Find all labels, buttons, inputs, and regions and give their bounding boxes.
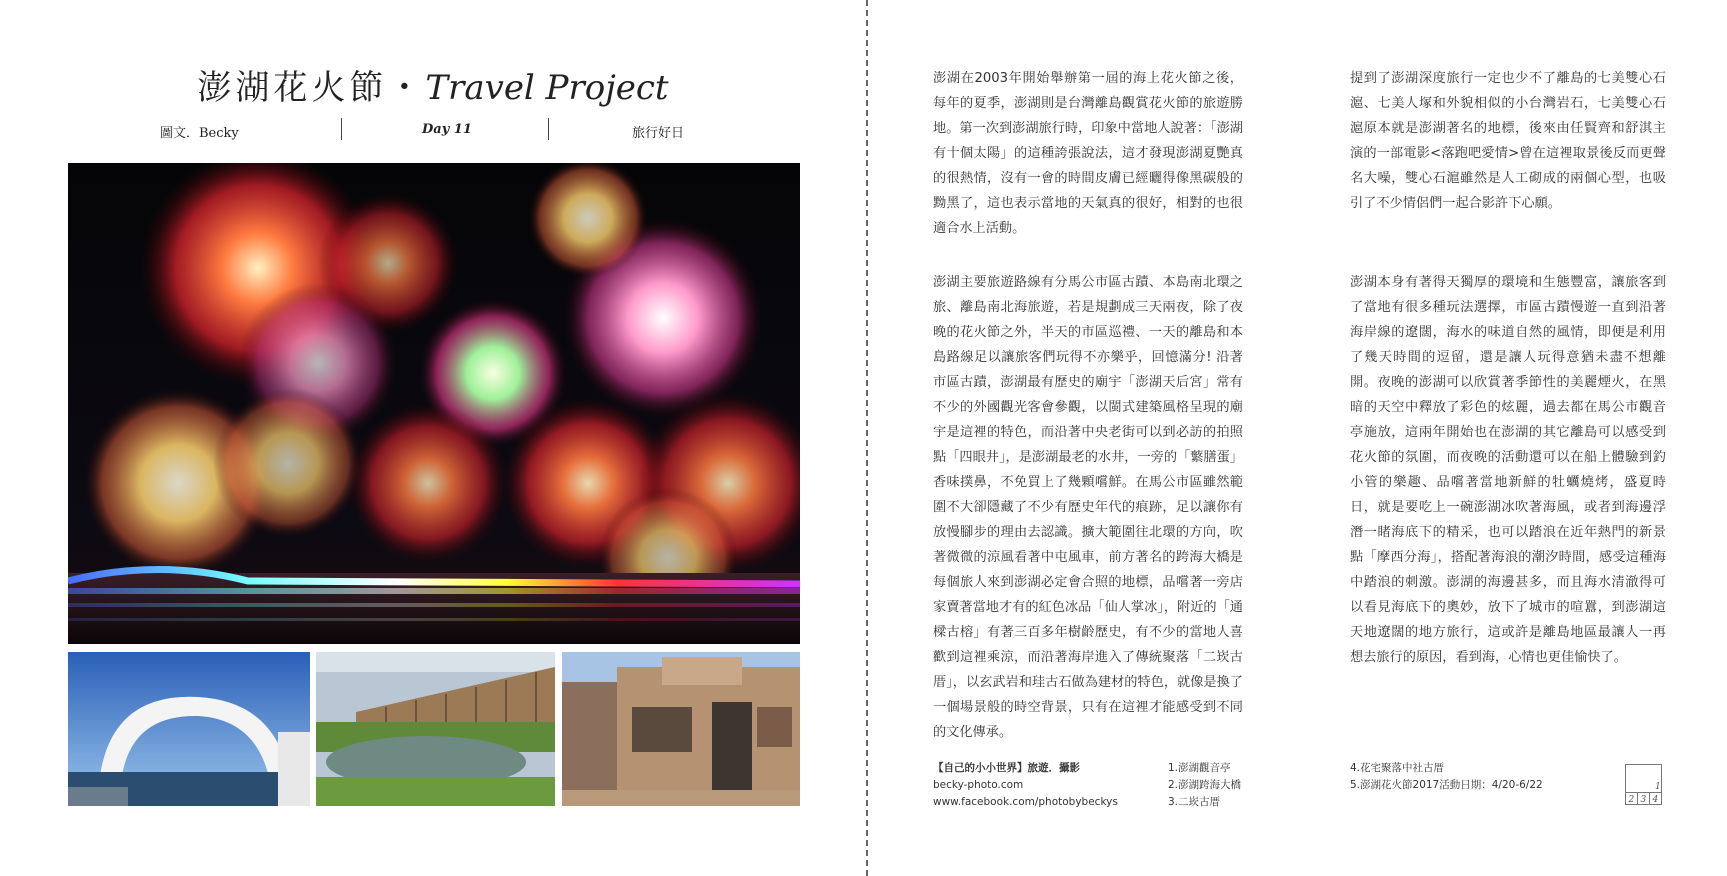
photo-captions-col-1 [1168, 760, 1318, 811]
photo-captions-col-2 [1350, 760, 1590, 794]
facebook-url: www.facebook.com/photobybeckys [933, 796, 1118, 808]
hero-fireworks-photo [68, 163, 800, 644]
thumb-bridge-arch-photo [68, 652, 310, 806]
byline-bar [105, 118, 765, 142]
caption: 4.花宅聚落中社古厝 [1350, 762, 1445, 774]
day-label: Day 11 [422, 122, 472, 137]
page-title [0, 60, 866, 109]
index-cell: 2 [1628, 795, 1635, 805]
thumb-basalt-cliff-photo [316, 652, 555, 806]
caption: 1.澎湖觀音亭 [1168, 762, 1231, 774]
title-english: Travel Project [425, 68, 669, 108]
article-paragraph-2: 澎湖主要旅遊路線有分馬公市區古蹟、本島南北環之旅、離島南北海旅遊，若是規劃成三天兩夜，除了夜晚的花火節之外，半天的市區巡禮、一天的離島和本島路線足以讓旅客們玩得不亦樂乎，回憶滿分! 沿著市區古蹟，澎湖最有歷史的廟宇「澎湖天后宮」常有不少的外國觀光客會參觀，以閩式建築風格呈現的廟宇是這裡的特色，而沿著中央老街可以到必訪的拍照點「四眼井」，是澎湖最老的水井，一旁的「蘩膳蛋」香味撲鼻，不免買上了幾顆嚐鮮。在馬公市區雖然範圍不大卻隱藏了不少有歷史年代的痕跡，足以讓你有放慢腳步的理由去認識。擴大範圍往北環的方向，吹著微微的涼風看著中屯風車，前方著名的跨海大橋是每個旅人來到澎湖必定會合照的地標，品嚐著一旁店家賣著當地才有的紅色冰品「仙人掌冰」，附近的「通樑古榕」有著三百多年樹齡歷史，有不少的當地人喜歡到這裡乘涼，而沿著海岸進入了傳統聚落「二崁古厝」，以玄武岩和珪古石做為建材的特色，就像是換了一個場景般的時空背景，只有在這裡才能感受到不同的文化傳承。 [933, 275, 1243, 740]
blog-credit [933, 760, 1133, 811]
index-cell: 3 [1640, 795, 1647, 805]
blog-name: 【自己的小小世界】旅遊．攝影 [933, 762, 1080, 774]
caption: 5.澎湖花火節2017活動日期：4/20-6/22 [1350, 779, 1543, 791]
divider [548, 118, 549, 140]
blog-url: becky-photo.com [933, 779, 1024, 791]
article-paragraph-4: 澎湖本身有著得天獨厚的環境和生態豐富，讓旅客到了當地有很多種玩法選擇，市區古蹟慢遊一直到沿著海岸線的遼闊，海水的味道自然的風情，即便是利用了幾天時間的逗留，還是讓人玩得意猶未盡不想離開。夜晚的澎湖可以欣賞著季節性的美麗煙火，在黑暗的天空中釋放了彩色的炫麗，過去都在馬公市觀音亭施放，這兩年開始也在澎湖的其它離島可以感受到花火節的氛圍，而夜晚的活動還可以在船上體驗到釣小管的樂趣、品嚐著當地新鮮的牡蠣燒烤，盛夏時日，就是要吃上一碗澎湖冰吹著海風，或者到海邊浮潛一睹海底下的精采，也可以踏浪在近年熱門的新景點「摩西分海」，搭配著海浪的潮汐時間，感受這種海中踏浪的刺激。澎湖的海邊甚多，而且海水清澈得可以看見海底下的奧妙，放下了城市的喧囂，到澎湖這天地遼闊的地方旅行，這或許是離島地區最讓人一再想去旅行的原因，看到海，心情也更佳愉快了。 [1350, 275, 1666, 665]
article-paragraph-3: 提到了澎湖深度旅行一定也少不了離島的七美雙心石滬、七美人塚和外貌相似的小台灣岩石，七美雙心石滬原本就是澎湖著名的地標，後來由任賢齊和舒淇主演的一部電影<落跑吧愛情>曾在這裡取景後反而更聲名大噪，雙心石滬雖然是人工砌成的兩個心型，也吸引了不少情侶們一起合影許下心願。 [1350, 71, 1666, 211]
divider [341, 118, 342, 140]
author-credit: 圖文．Becky [160, 126, 239, 141]
caption: 2.澎湖跨海大橋 [1168, 779, 1242, 791]
thumb-stone-house-photo [562, 652, 800, 806]
caption: 3.二崁古厝 [1168, 796, 1221, 808]
photo-index-grid [1625, 764, 1662, 806]
index-current: 1 [1655, 782, 1661, 792]
index-cell: 4 [1652, 795, 1659, 805]
category-tag: 旅行好日 [632, 126, 685, 141]
article-paragraph-1: 澎湖在2003年開始舉辦第一屆的海上花火節之後，每年的夏季，澎湖則是台灣離島觀賞花火節的旅遊勝地。第一次到澎湖旅行時，印象中當地人說著：「澎湖有十個太陽」的這種誇張說法，這才發現澎湖夏艷真的很熱情，沒有一會的時間皮膚已經曬得像黑碳般的黝黑了，這也表示當地的天氣真的很好，相對的也很適合水上活動。 [933, 71, 1243, 236]
title-chinese: 澎湖花火節・ [197, 68, 426, 108]
